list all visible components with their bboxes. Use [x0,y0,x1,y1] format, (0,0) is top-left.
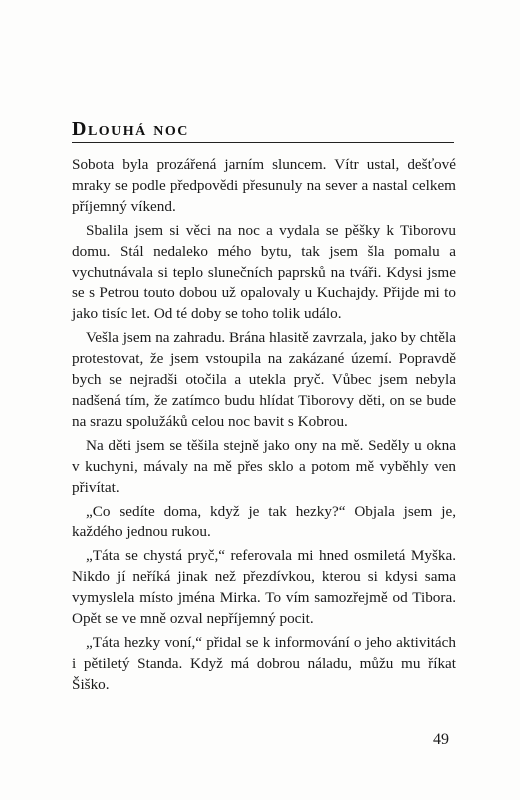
body-text [72,155,456,699]
paragraph-7: „Táta hezky voní,“ přidal se k informování o jeho aktivitách i pětiletý Standa. Když má dobrou náladu, můžu mu říkat Šiško. [72,633,456,693]
chapter-title: Dlouhá noc [72,118,189,140]
paragraph-2: Sbalila jsem si věci na noc a vydala se pěšky k Tiborovu domu. Stál nedaleko mého bytu, tak jsem šla pomalu a vychutnávala si teplo slunečních paprsků na tváři. Kdysi jsme se s Petrou touto dobou už opalovaly u Kuchajdy. Přijde mi to jako tisíc let. Od té doby se toho tolik událo. [72,221,456,323]
title-rule [72,142,454,143]
paragraph-4: Na děti jsem se těšila stejně jako ony na mě. Seděly u okna v kuchyni, mávaly na mě přes sklo a potom mě vyběhly ven přivítat. [72,436,456,496]
paragraph-6: „Táta se chystá pryč,“ referovala mi hned osmiletá Myška. Nikdo jí neříká jinak než přezdívkou, kterou si kdysi sama vymyslela místo jména Mirka. To vím samozřejmě od Tibora. Opět se ve mně ozval nepříjemný pocit. [72,547,456,628]
page-number: 49 [433,731,449,748]
paragraph-1: Sobota byla prozářená jarním sluncem. Vítr ustal, dešťové mraky se podle předpovědi přesunuly na sever a nastal celkem příjemný víkend. [72,156,456,215]
paragraph-3: Vešla jsem na zahradu. Brána hlasitě zavrzala, jako by chtěla protestovat, že jsem vstoupila na zakázané území. Popravdě bych se nejradši otočila a utekla pryč. Vůbec jsem nebyla nadšená tím, že zatímco budu hlídat Tiborovy děti, on se bude na srazu spolužáků celou noc bavit s Kobrou. [72,329,456,430]
paragraph-5: „Co sedíte doma, když je tak hezky?“ Objala jsem je, každého jednou rukou. [72,502,456,541]
